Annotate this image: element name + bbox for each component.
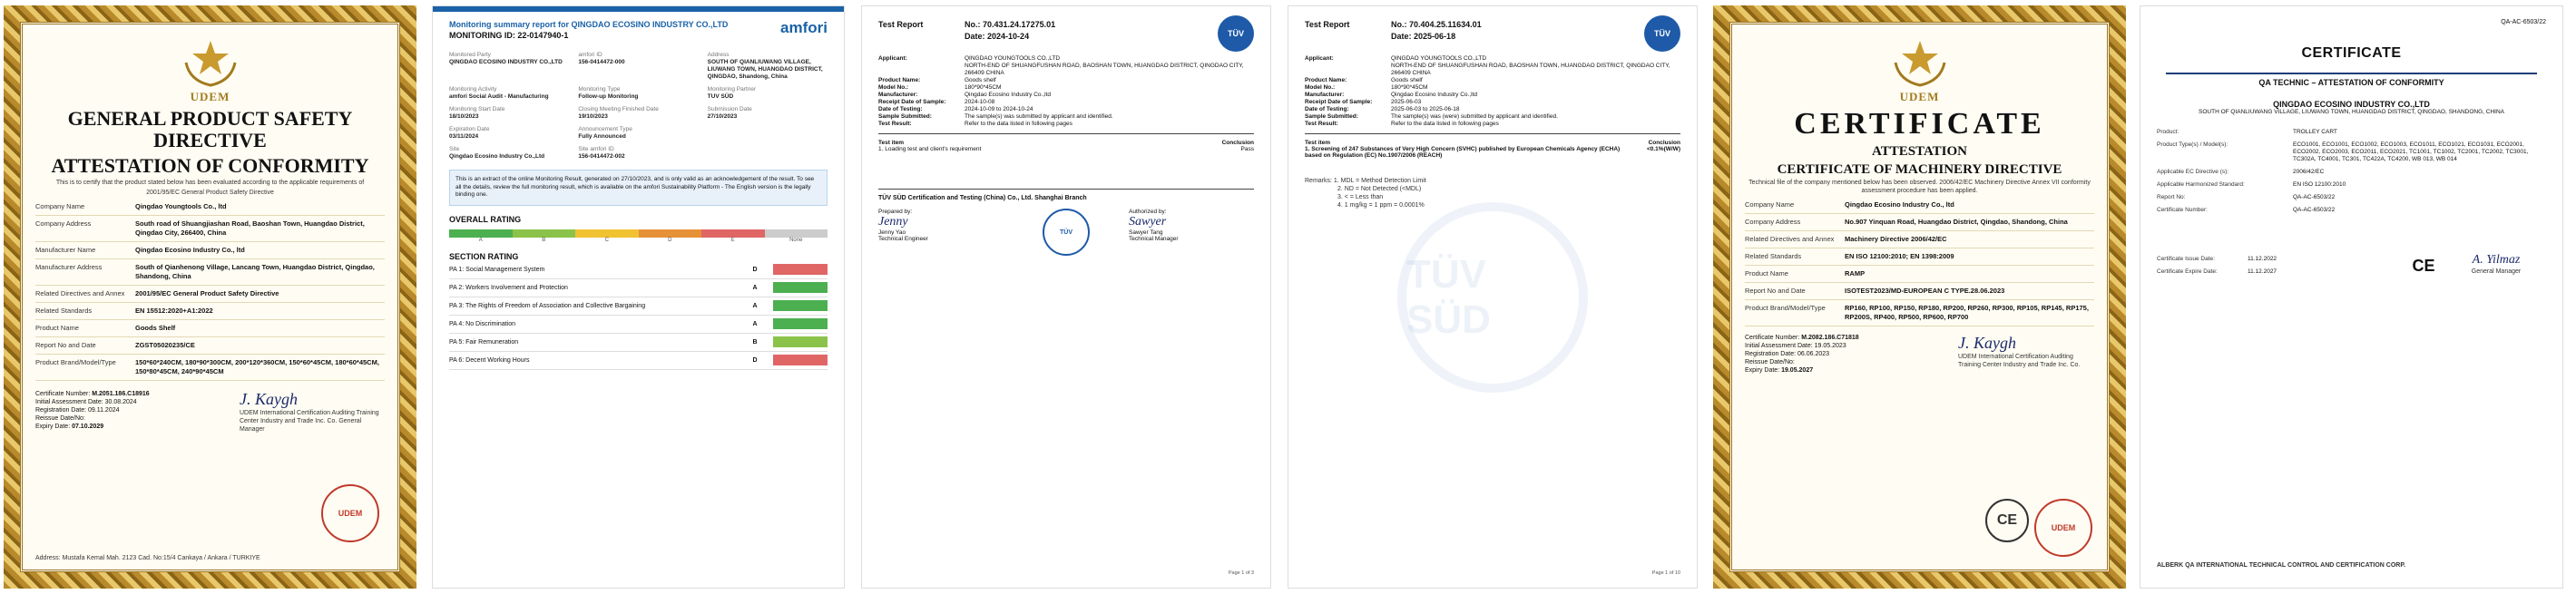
grade-color-swatch: [773, 318, 828, 329]
test-item-row: 1. Loading test and client's requirement Pass: [878, 146, 1254, 152]
field-label: Report No:: [2157, 194, 2186, 200]
field-value: ECO1001, ECO1001, ECO1002, ECO1003, ECO1011, ECO1021, ECO1031, ECO2001, ECO2002, ECO2003, ECO2011, ECO2021, TC1001, TC1002, TC2001, TC2002, TC3001, TC302A, TC4001, TC301, TC422A, TC4200, WB 013, WB 014: [2293, 141, 2529, 162]
udem-red-seal: UDEM: [2034, 499, 2092, 557]
signer-title: General Manager: [2471, 268, 2522, 275]
grade-color-swatch: [773, 300, 828, 311]
field-row: [35, 320, 385, 337]
field-row: [1305, 77, 1680, 84]
section-rating-row: [449, 352, 828, 370]
remark-line: 4. 1 mg/kg = 1 ppm = 0.0001%: [1337, 202, 1425, 209]
field-value: 2001/95/EC General Product Safety Directive: [135, 289, 279, 297]
field-row: [35, 199, 385, 216]
field-value: Goods shelf: [1391, 77, 1423, 83]
signature: J. Kaygh: [1958, 334, 2016, 352]
certificate-fields: [2157, 129, 2546, 214]
field-label: Related Standards: [1745, 252, 1802, 260]
field-value: The sample(s) was submitted by applicant and identified.: [965, 113, 1113, 120]
field-row: [1305, 63, 1680, 77]
info-value: Qingdao Ecosino Industry Co.,Ltd: [449, 153, 545, 160]
udem-laurel-logo: [1888, 35, 1952, 88]
info-label: Monitoring Partner: [707, 86, 757, 93]
scale-label: None: [789, 237, 803, 243]
field-label: Related Directives and Annex: [35, 289, 125, 297]
field-value: 2006/42/EC: [2293, 169, 2325, 175]
signer-text: UDEM International Certification Auditing Training Center Industry and Trade Inc. Co. General Manager: [240, 410, 379, 433]
info-cell: [449, 86, 569, 101]
field-row: [878, 55, 1254, 63]
title-attestation: ATTESTATION: [1871, 144, 1968, 159]
field-label: Company Address: [1745, 218, 1801, 226]
field-label: Related Directives and Annex: [1745, 235, 1835, 243]
section-grade: D: [752, 356, 758, 364]
field-label: Product:: [2157, 129, 2179, 135]
test-item-header: Test item Conclusion: [1305, 140, 1680, 146]
signature: J. Kaygh: [240, 390, 298, 408]
remark-line: Remarks: 1. MDL = Method Detection Limit: [1305, 178, 1426, 184]
tuv-stamp: TÜV: [1043, 209, 1090, 256]
field-row: [1305, 113, 1680, 121]
info-label: Site: [449, 146, 460, 152]
field-row: [878, 106, 1254, 113]
rating-scale-bar: [449, 229, 828, 238]
section-name: PA 4: No Discrimination: [449, 320, 516, 327]
field-row: [2157, 141, 2546, 163]
section-grade: A: [752, 284, 758, 291]
section-name: PA 5: Fair Remuneration: [449, 338, 519, 346]
title-machinery: CERTIFICATE OF MACHINERY DIRECTIVE: [1777, 162, 2062, 177]
field-row: [878, 113, 1254, 121]
field-label: Manufacturer Name: [35, 246, 96, 254]
field-value: 180*90*45CM: [1391, 84, 1428, 91]
section-name: PA 6: Decent Working Hours: [449, 356, 530, 364]
field-value: QA-AC-6503/22: [2293, 207, 2336, 213]
section-grade: B: [752, 338, 758, 346]
field-label: Manufacturer Address: [35, 263, 103, 271]
field-label: Related Standards: [35, 307, 93, 315]
field-row: [1305, 106, 1680, 113]
report-header: Test Report No.: 70.431.24.17275.01 Date: 2024-10-24: [878, 20, 1056, 41]
field-label: Company Name: [35, 202, 85, 210]
title-rule: [2166, 73, 2537, 74]
field-value: The sample(s) was (were) submitted by applicant and identified.: [1391, 113, 1558, 120]
section-grade: A: [752, 320, 758, 327]
field-value: Qingdao Ecosino Industry Co., ltd: [135, 246, 245, 254]
field-row: [1745, 231, 2094, 248]
info-cell: [449, 146, 569, 161]
info-value: 156-0414472-002: [578, 153, 625, 160]
ce-mark-icon: CE: [1985, 499, 2029, 542]
info-label: Monitored Party: [449, 52, 491, 58]
field-label: Sample Submitted:: [878, 113, 932, 120]
lab-name: TÜV SÜD Certification and Testing (China) Co., Ltd. Shanghai Branch: [878, 195, 1087, 201]
scale-label: B: [542, 237, 546, 243]
field-row: [1745, 248, 2094, 266]
grade-color-swatch: [773, 355, 828, 365]
info-label: Expiration Date: [449, 126, 490, 132]
certificate-machinery: [1713, 5, 2126, 589]
tuv-watermark: TÜV SÜD: [1397, 202, 1588, 393]
field-row: [35, 286, 385, 303]
field-row: [2157, 129, 2546, 136]
info-cell: [708, 86, 828, 101]
field-row: [35, 216, 385, 242]
section-name: PA 3: The Rights of Freedom of Association and Collective Bargaining: [449, 302, 646, 309]
report-fields: [878, 55, 1254, 128]
page-footer: Page 1 of 10: [1651, 570, 1680, 576]
info-value: amfori Social Audit - Manufacturing: [449, 93, 549, 100]
field-value: EN ISO 12100:2010: [2293, 181, 2346, 188]
field-row: [878, 92, 1254, 99]
info-label: Site amfori ID: [578, 146, 614, 152]
signature: A. Yilmaz: [2472, 253, 2521, 267]
field-row: [1305, 55, 1680, 63]
field-value: Qingdao Ecosino Industry Co., ltd: [1845, 200, 1954, 209]
field-label: Model No.:: [1305, 84, 1336, 91]
info-value: Follow-up Monitoring: [578, 93, 639, 100]
info-value: SOUTH OF QIANLIUWANG VILLAGE, LIUWANG TOWN, HUANGDAO DISTRICT, QINGDAO, Shandong, China: [707, 59, 823, 80]
field-label: Product Name:: [1305, 77, 1347, 83]
field-row: [878, 121, 1254, 128]
field-row: [1305, 92, 1680, 99]
tuv-sud-logo: TÜV: [1218, 15, 1254, 52]
info-grid: [449, 52, 828, 161]
remark-line: 2. ND = Not Detected (<MDL): [1337, 186, 1422, 192]
info-cell: [708, 146, 828, 161]
field-label: Applicant:: [1305, 55, 1334, 62]
info-label: Monitoring Start Date: [449, 106, 505, 112]
info-cell: [708, 52, 828, 81]
field-label: [1305, 63, 1391, 77]
field-value: Refer to the data listed in following pages: [1391, 121, 1499, 127]
field-value: TROLLEY CART: [2293, 129, 2337, 135]
info-value: Fully Announced: [578, 133, 626, 140]
marks-row: [1985, 499, 2092, 557]
field-label: Model No.:: [878, 84, 909, 91]
info-label: Monitoring Activity: [449, 86, 497, 93]
tuv-sud-logo: TÜV: [1644, 15, 1680, 52]
field-row: [878, 99, 1254, 106]
field-row: [878, 84, 1254, 92]
dates-block: Certificate Number: M.2082.186.C71818 Initial Assessment Date: 19.05.2023 Registration Date: 06.06.2023 Reissue Date/No: Expiry Date: 19.05.2027 J. Kaygh UDEM International Certification Auditing Training Center Industry and Trade Inc. Co.: [1745, 334, 2094, 375]
field-row: [2157, 194, 2546, 201]
field-label: Applicant:: [878, 55, 907, 62]
scale-label: C: [604, 237, 609, 243]
title-line-2: ATTESTATION OF CONFORMITY: [51, 154, 369, 177]
directive-ref: 2001/95/EC General Product Safety Directive: [146, 190, 274, 196]
field-label: Sample Submitted:: [1305, 113, 1358, 120]
field-label: Product Brand/Model/Type: [1745, 304, 1826, 312]
info-label: Closing Meeting Finished Date: [578, 106, 659, 112]
section-name: PA 1: Social Management System: [449, 266, 545, 273]
field-value: 2025-06-03: [1391, 99, 1422, 105]
field-row: [35, 259, 385, 286]
field-label: Product Name: [35, 324, 79, 332]
field-row: [1745, 197, 2094, 214]
amfori-summary-report: [432, 5, 845, 589]
footer-company: ALBERK QA INTERNATIONAL TECHNICAL CONTROL AND CERTIFICATION CORP.: [2157, 562, 2406, 569]
certificate-title: CERTIFICATE: [2301, 45, 2402, 61]
field-label: Company Address: [35, 219, 92, 228]
info-cell: [578, 106, 698, 121]
rating-scale-labels: [449, 238, 828, 243]
overall-rating-heading: OVERALL RATING: [449, 214, 522, 224]
signatures-block: Prepared by: Jenny Jenny Yao Technical Engineer TÜV Authorized by: Sawyer Sawyer Tang Technical Manager: [878, 209, 1254, 256]
field-row: [2157, 207, 2546, 214]
ce-mark-icon: CE: [2412, 257, 2435, 275]
section-rating-row: [449, 279, 828, 297]
info-value: 19/10/2023: [578, 113, 608, 120]
info-value: 156-0414472-000: [578, 59, 625, 65]
info-label: Submission Date: [707, 106, 752, 112]
field-label: Applicable EC Directive (s):: [2157, 169, 2229, 175]
info-label: Announcement Type: [578, 126, 632, 132]
grade-color-swatch: [773, 264, 828, 275]
field-table: [1745, 197, 2094, 326]
grade-color-swatch: [773, 282, 828, 293]
field-row: [1305, 84, 1680, 92]
intro-text: Technical file of the company mentioned below has been observed. 2006/42/EC Machinery Directive Annex VII conformity assessment procedure has been applied.: [1748, 180, 2091, 194]
field-row: [2157, 181, 2546, 189]
info-value: 18/10/2023: [449, 113, 479, 120]
field-value: Qingdao Youngtools Co., ltd: [135, 202, 227, 210]
test-item-row: 1. Screening of 247 Substances of Very High Concern (SVHC) published by European Chemicals Agency (ECHA) based on Regulation (EC) No.1907/2006 (REACH) <0.1%(W/W): [1305, 146, 1680, 159]
info-value: 03/11/2024: [449, 133, 479, 140]
field-row: [1305, 121, 1680, 128]
grade-color-swatch: [773, 336, 828, 347]
field-value: QINGDAO YOUNGTOOLS CO.,LTD: [965, 55, 1061, 62]
section-name: PA 2: Workers Involvement and Protection: [449, 284, 568, 291]
field-row: [35, 242, 385, 259]
info-label: Monitoring Type: [578, 86, 621, 93]
section-rating-row: [449, 316, 828, 334]
section-rating-list: [449, 261, 828, 370]
field-value: 2024-10-08: [965, 99, 995, 105]
amfori-logo: amfori: [780, 19, 828, 36]
info-cell: [449, 126, 569, 141]
field-row: [1745, 283, 2094, 300]
field-value: RAMP: [1845, 269, 1866, 278]
field-label: Report No and Date: [35, 341, 96, 349]
bottom-block: Certificate Issue Date: 11.12.2022 Certificate Expire Date: 11.12.2027 CE A. Yilmaz General Manager: [2157, 250, 2546, 276]
remark-line: 3. < = Less than: [1337, 194, 1384, 200]
scale-label: E: [730, 237, 735, 243]
notice-box: This is an extract of the online Monitoring Result, generated on 27/10/2023, and is only valid as an acknowledgement of the result. To see all the details, review the full monitoring result, which is available on the amfori Sustainability Platform - The English version is the legally binding one.: [449, 170, 828, 206]
info-cell: [708, 106, 828, 121]
info-label: amfori ID: [578, 52, 602, 58]
info-cell: [578, 146, 698, 161]
info-cell: [449, 52, 569, 81]
info-label: Address: [707, 52, 730, 58]
field-row: [35, 303, 385, 320]
field-label: Applicable Harmonized Standard:: [2157, 181, 2245, 188]
field-row: [2157, 169, 2546, 176]
field-value: EN 15512:2020+A1:2022: [135, 307, 213, 315]
field-row: [1745, 266, 2094, 283]
field-value: ISOTEST2023/MD-EUROPEAN C TYPE.28.06.2023: [1845, 287, 2005, 295]
info-cell: [449, 106, 569, 121]
field-value: ZGST05020235/CE: [135, 341, 195, 349]
field-value: South road of Shuangjiashan Road, Baoshan Town, Huangdao District, Qingdao City, 266400, China: [135, 219, 365, 237]
scale-label: A: [478, 237, 483, 243]
report-header: Test Report No.: 70.404.25.11634.01 Date: 2025-06-18: [1305, 20, 1482, 41]
field-value: RP160, RP100, RP150, RP180, RP200, RP260, RP300, RP105, RP145, RP175, RP200S, RP400, RP500, RP600, RP700: [1845, 304, 2089, 321]
info-value: TUV SÜD: [707, 93, 734, 100]
page-footer: Page 1 of 3: [1228, 570, 1254, 576]
field-label: Manufacturer:: [1305, 92, 1345, 98]
udem-laurel-logo: [179, 35, 242, 88]
field-value: NORTH-END OF SHUANGFUSHAN ROAD, BAOSHAN TOWN, HUANGDAO DISTRICT, QINGDAO CITY, 266409 CHINA: [1391, 63, 1670, 76]
section-rating-heading: SECTION RATING: [449, 251, 519, 261]
field-row: [1305, 99, 1680, 106]
company-address: SOUTH OF QIANLIUWANG VILLAGE, LIUWANG TOWN, HUANGDAO DISTRICT, QINGDAO, SHANDONG, CHINA: [2199, 109, 2504, 115]
field-value: Qingdao Ecosino Industry Co.,ltd: [1391, 92, 1478, 98]
field-label: Receipt Date of Sample:: [1305, 99, 1373, 105]
field-label: Product Name: [1745, 269, 1788, 278]
section-rating-row: [449, 334, 828, 352]
field-value: EN ISO 12100:2010; EN 1398:2009: [1845, 252, 1954, 260]
field-value: Qingdao Ecosino Industry Co.,ltd: [965, 92, 1052, 98]
field-value: QINGDAO YOUNGTOOLS CO.,LTD: [1391, 55, 1487, 62]
field-label: Report No and Date: [1745, 287, 1806, 295]
report-fields: [1305, 55, 1680, 128]
field-label: Company Name: [1745, 200, 1795, 209]
report-title: Monitoring summary report for QINGDAO ECOSINO INDUSTRY CO.,LTD: [449, 20, 729, 29]
issuer-line: QA TECHNIC – ATTESTATION OF CONFORMITY: [2258, 78, 2444, 87]
field-value: South of Qianhenong Village, Lancang Town, Huangdao District, Qingdao, Shandong, China: [135, 263, 375, 280]
field-value: No.907 Yinquan Road, Huangdao District, Qingdao, Shandong, China: [1845, 218, 2068, 226]
brand-text: UDEM: [1899, 90, 1940, 103]
tuv-test-report-2: [1288, 5, 1698, 589]
field-label: Product Brand/Model/Type: [35, 358, 116, 366]
footer-address: Address: Mustafa Kemal Mah. 2123 Cad. No:15/4 Cankaya / Ankara / TURKIYE: [35, 555, 260, 561]
field-label: Product Name:: [878, 77, 921, 83]
scale-label: D: [668, 237, 672, 243]
field-label: Certificate Number:: [2157, 207, 2208, 213]
qa-technic-certificate: [2140, 5, 2563, 589]
field-row: [878, 77, 1254, 84]
tuv-test-report-1: [861, 5, 1271, 589]
field-label: Product Type(s) / Model(s):: [2157, 141, 2228, 148]
certificate-ref: QA-AC-6503/22: [2501, 19, 2546, 25]
field-label: Date of Testing:: [1305, 106, 1349, 112]
field-row: [35, 337, 385, 355]
title-line-1: GENERAL PRODUCT SAFETY DIRECTIVE: [67, 107, 353, 151]
field-value: 2024-10-09 to 2024-10-24: [965, 106, 1033, 112]
field-value: Goods Shelf: [135, 324, 176, 332]
section-grade: D: [752, 266, 758, 273]
field-value: 180*90*45CM: [965, 84, 1002, 91]
field-label: Test Result:: [878, 121, 912, 127]
intro-text: This is to certify that the product stated below has been evaluated according to the applicable requirements of: [55, 180, 365, 186]
info-cell: [578, 52, 698, 81]
field-label: Test Result:: [1305, 121, 1338, 127]
field-table: [35, 199, 385, 381]
signer-text: UDEM International Certification Auditing Training Center Industry and Trade Inc. Co.: [1958, 354, 2081, 368]
section-rating-row: [449, 261, 828, 279]
top-accent-bar: [433, 6, 844, 12]
field-label: Receipt Date of Sample:: [878, 99, 946, 105]
info-cell: [578, 126, 698, 141]
field-value: 150*60*240CM, 180*90*300CM, 200*120*360CM, 150*60*45CM, 180*60*45CM, 150*80*45CM, 240*90*45CM: [135, 358, 379, 375]
info-value: 27/10/2023: [707, 113, 738, 120]
info-value: QINGDAO ECOSINO INDUSTRY CO.,LTD: [449, 59, 563, 65]
field-value: NORTH-END OF SHUANGFUSHAN ROAD, BAOSHAN TOWN, HUANGDAO DISTRICT, QINGDAO CITY, 266409 CHINA: [965, 63, 1244, 76]
field-label: [878, 63, 965, 77]
brand-text: UDEM: [190, 90, 230, 103]
field-row: [1745, 214, 2094, 231]
field-label: Date of Testing:: [878, 106, 923, 112]
field-label: Manufacturer:: [878, 92, 918, 98]
field-value: QA-AC-6503/22: [2293, 194, 2336, 200]
field-row: [1745, 300, 2094, 326]
field-value: 2025-06-03 to 2025-06-18: [1391, 106, 1460, 112]
company-name: QINGDAO ECOSINO INDUSTRY CO.,LTD: [2273, 100, 2430, 109]
field-value: Machinery Directive 2006/42/EC: [1845, 235, 1947, 243]
test-item-header: Test item Conclusion: [878, 140, 1254, 146]
section-rating-row: [449, 297, 828, 316]
monitoring-id: MONITORING ID: 22-0147940-1: [449, 31, 569, 40]
info-cell: [578, 86, 698, 101]
field-value: Refer to the data listed in following pages: [965, 121, 1073, 127]
certificate-gpsd: [4, 5, 416, 589]
udem-red-seal: UDEM: [321, 484, 379, 542]
title-certificate: CERTIFICATE: [1794, 107, 2045, 141]
info-cell: [708, 126, 828, 141]
dates-block: Certificate Number: M.2051.186.C18916 Initial Assessment Date: 30.08.2024 Registration Date: 09.11.2024 Reissue Date/No: Expiry Date: 07.10.2029 J. Kaygh UDEM International Certification Auditing Training Center Industry and Trade Inc. Co. General Manager: [35, 390, 385, 433]
field-row: [35, 355, 385, 381]
field-row: [878, 63, 1254, 77]
section-grade: A: [752, 302, 758, 309]
field-value: Goods shelf: [965, 77, 996, 83]
